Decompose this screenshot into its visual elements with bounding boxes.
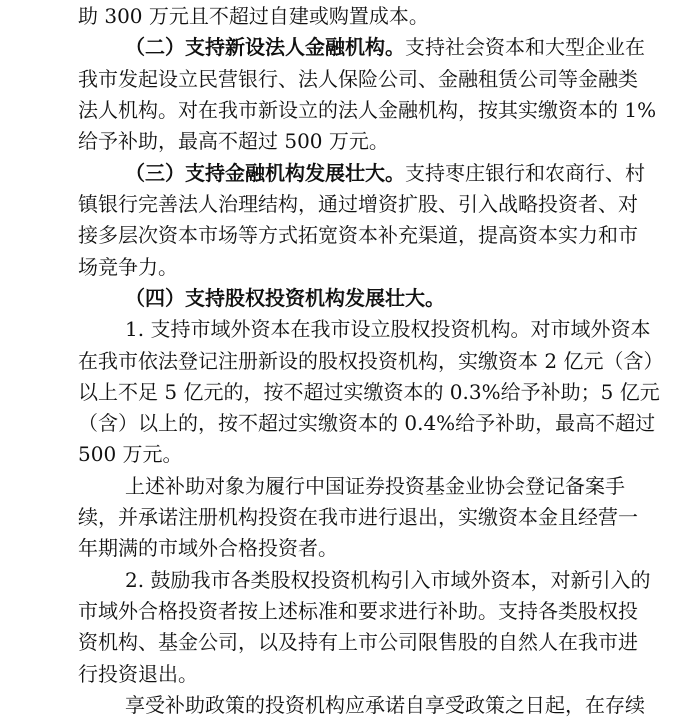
section-heading-four: （四）支持股权投资机构发展壮大。 — [125, 285, 445, 310]
paragraph-line: 年期满的市域外合格投资者。 — [78, 536, 338, 561]
paragraph-line: 接多层次资本市场等方式拓宽资本补充渠道，提高资本实力和市 — [78, 223, 638, 248]
section-heading-line: （三）支持金融机构发展壮大。支持枣庄银行和农商行、村 — [125, 160, 645, 185]
paragraph-line: 我市发起设立民营银行、法人保险公司、金融租赁公司等金融类 — [78, 66, 638, 91]
section-heading-two: （二）支持新设法人金融机构。 — [125, 35, 405, 60]
paragraph-line: 助 300 万元且不超过自建或购置成本。 — [78, 4, 429, 28]
paragraph-line: 1. 支持市域外资本在我市设立股权投资机构。对市域外资本 — [125, 317, 651, 342]
paragraph-line: 以上不足 5 亿元的，按不超过实缴资本的 0.3%给予补助；5 亿元 — [78, 379, 660, 404]
paragraph-line: 享受补助政策的投资机构应承诺自享受政策之日起，在存续 — [125, 693, 645, 717]
section-heading-three: （三）支持金融机构发展壮大。 — [125, 160, 405, 185]
paragraph-line: 法人机构。对在我市新设立的法人金融机构，按其实缴资本的 1% — [78, 97, 657, 122]
section-heading-line: （二）支持新设法人金融机构。支持社会资本和大型企业在 — [125, 35, 645, 60]
paragraph-line: 500 万元。 — [78, 442, 183, 467]
paragraph-line: 行投资退出。 — [78, 661, 198, 686]
paragraph-line: 场竞争力。 — [78, 254, 178, 279]
paragraph-line: 给予补助，最高不超过 500 万元。 — [78, 129, 389, 154]
paragraph-line: 2. 鼓励我市各类股权投资机构引入市域外资本，对新引入的 — [125, 567, 651, 592]
paragraph-line: 上述补助对象为履行中国证券投资基金业协会登记备案手 — [125, 473, 625, 498]
paragraph-line: 市域外合格投资者按上述标准和要求进行补助。支持各类股权投 — [78, 599, 638, 624]
paragraph-line: 资机构、基金公司，以及持有上市公司限售股的自然人在我市进 — [78, 630, 638, 655]
paragraph-line: 在我市依法登记注册新设的股权投资机构，实缴资本 2 亿元（含） — [78, 348, 664, 373]
paragraph-line: 续，并承诺注册机构投资在我市进行退出，实缴资本金且经营一 — [78, 505, 638, 530]
paragraph-line: （含）以上的，按不超过实缴资本的 0.4%给予补助，最高不超过 — [78, 411, 656, 436]
paragraph-line: 镇银行完善法人治理结构，通过增资扩股、引入战略投资者、对 — [78, 191, 638, 216]
